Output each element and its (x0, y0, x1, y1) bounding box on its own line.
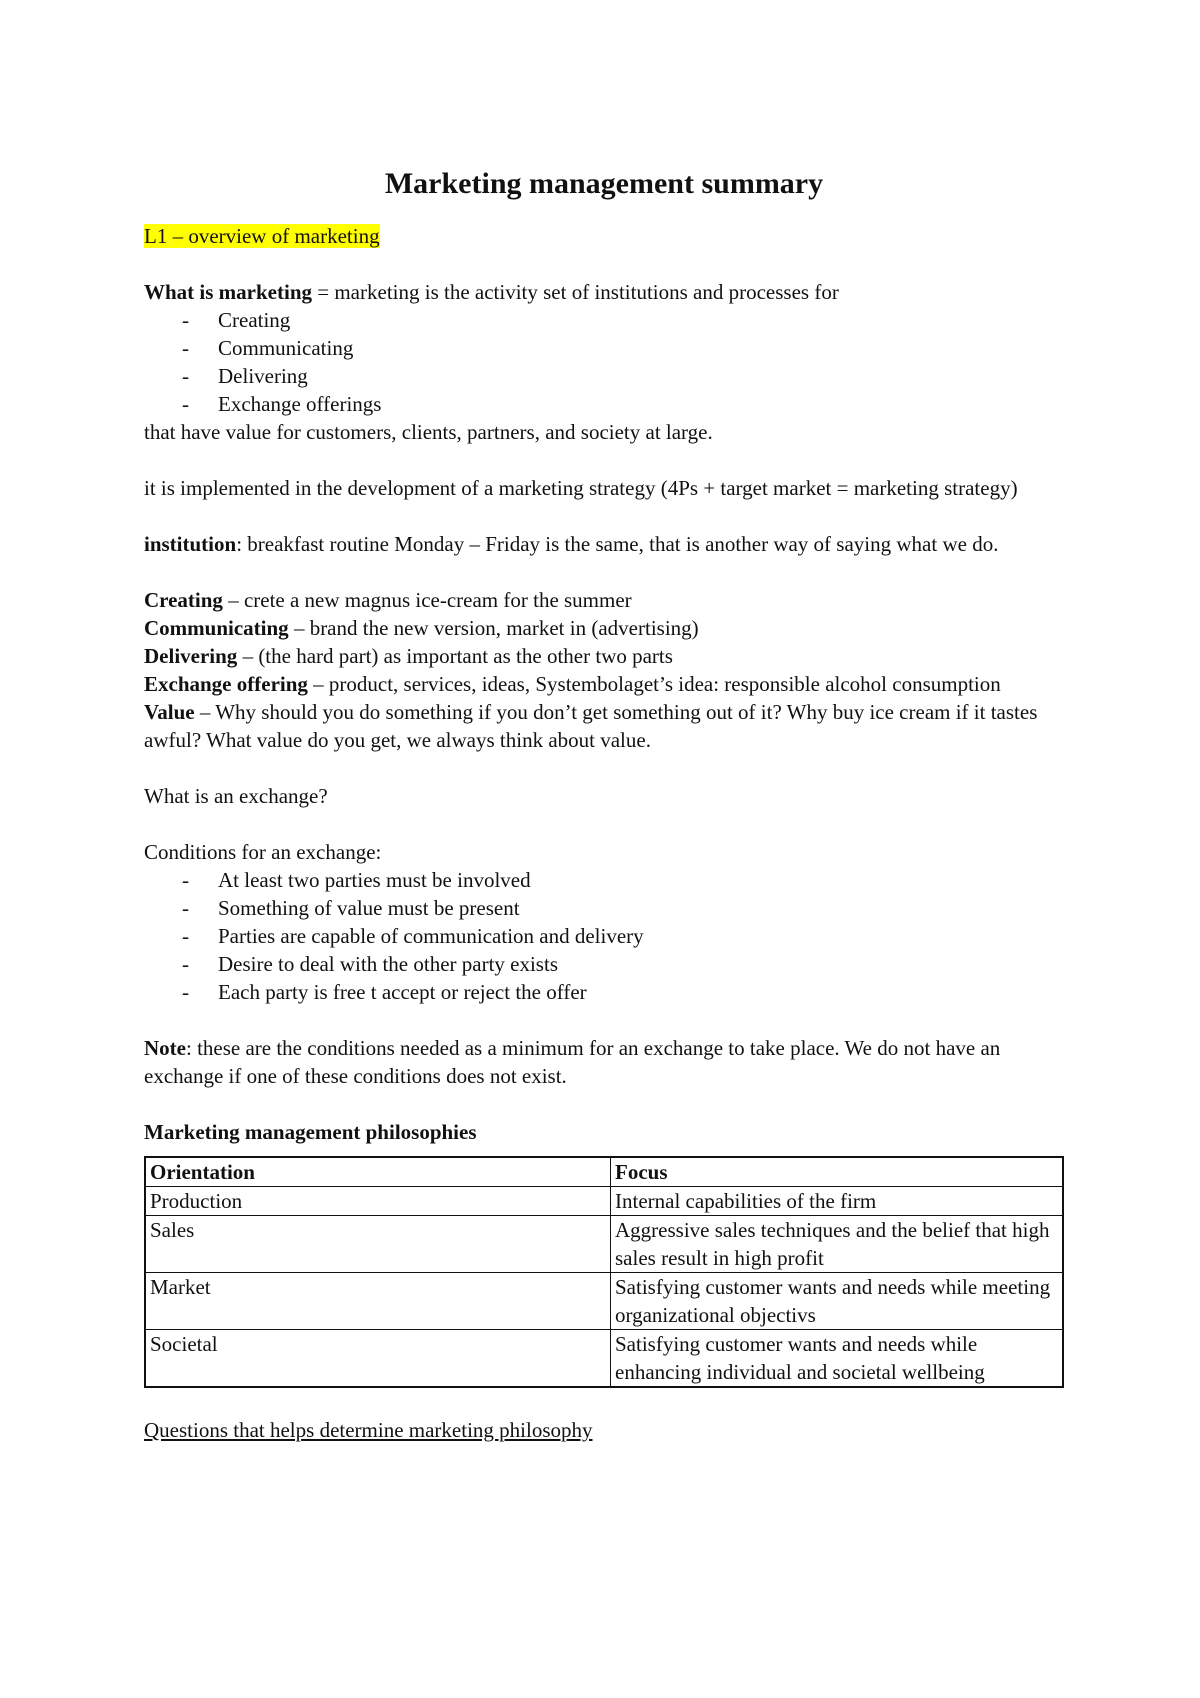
conditions-list (144, 866, 1064, 1006)
definition-paragraph (144, 278, 1064, 306)
page-title: Marketing management summary (384, 167, 824, 200)
table-cell: Internal capabilities of the firm (611, 1187, 1064, 1216)
list-item: - Parties are capable of communication and delivery (144, 922, 1064, 950)
table-cell: Production (145, 1187, 611, 1216)
term-delivering (144, 642, 1064, 670)
table-row (145, 1216, 1063, 1273)
term-value (144, 698, 1064, 754)
table-cell: Satisfying customer wants and needs while meeting organizational objectivs (611, 1273, 1064, 1330)
highlighted-text: L1 – overview of marketing (144, 224, 380, 248)
list-item: - Desire to deal with the other party exists (144, 950, 1064, 978)
spacer (144, 1388, 1064, 1416)
table-row (145, 1273, 1063, 1330)
spacer (144, 502, 1064, 530)
institution-text: : breakfast routine Monday – Friday is the same, that is another way of saying what we do. (236, 532, 999, 556)
spacer (144, 558, 1064, 586)
list-item: - Delivering (144, 362, 1064, 390)
column-header: Orientation (145, 1157, 611, 1187)
term-text: – brand the new version, market in (advertising) (288, 616, 699, 640)
table-cell: Market (145, 1273, 611, 1330)
spacer (144, 1090, 1064, 1118)
spacer (144, 250, 1064, 278)
spacer (144, 754, 1064, 782)
questions-heading-text: Questions that helps determine marketing philosophy (144, 1418, 593, 1442)
table-cell: Aggressive sales techniques and the belief that high sales result in high profit (611, 1216, 1064, 1273)
institution-term: institution (144, 532, 237, 556)
table-cell: Societal (145, 1330, 611, 1388)
term-communicating (144, 614, 1064, 642)
table-row (145, 1187, 1063, 1216)
term-label: Delivering (144, 644, 238, 668)
spacer (144, 1006, 1064, 1034)
note-term: Note (144, 1036, 186, 1060)
philosophies-heading: Marketing management philosophies (144, 1120, 477, 1144)
term-label: Creating (144, 588, 223, 612)
table-header-row (145, 1157, 1063, 1187)
list-item: - At least two parties must be involved (144, 866, 1064, 894)
list-item: - Each party is free t accept or reject the offer (144, 978, 1064, 1006)
note-paragraph (144, 1034, 1064, 1090)
table-cell: Satisfying customer wants and needs while enhancing individual and societal wellbeing (611, 1330, 1064, 1388)
table-cell: Sales (145, 1216, 611, 1273)
column-header: Focus (611, 1157, 1064, 1187)
exchange-question: What is an exchange? (144, 784, 328, 808)
definition-closing: that have value for customers, clients, partners, and society at large. (144, 420, 713, 444)
term-text: – (the hard part) as important as the other two parts (237, 644, 673, 668)
conditions-heading: Conditions for an exchange: (144, 840, 382, 864)
definition-text: = marketing is the activity set of institutions and processes for (312, 280, 839, 304)
philosophies-table (144, 1156, 1064, 1388)
list-item: - Creating (144, 306, 1064, 334)
term-text: – product, services, ideas, Systembolaget’s idea: responsible alcohol consumption (307, 672, 1001, 696)
list-item: - Communicating (144, 334, 1064, 362)
lecture-heading (144, 222, 1064, 250)
term-label: Value (144, 700, 195, 724)
term-creating (144, 586, 1064, 614)
definition-term: What is marketing (144, 280, 312, 304)
table-row (145, 1330, 1063, 1388)
institution-paragraph (144, 530, 1064, 558)
spacer (144, 810, 1064, 838)
term-text: – crete a new magnus ice-cream for the summer (222, 588, 632, 612)
term-exchange-offering (144, 670, 1064, 698)
document-page (144, 164, 1064, 1444)
list-item: - Something of value must be present (144, 894, 1064, 922)
list-item: - Exchange offerings (144, 390, 1064, 418)
term-label: Communicating (144, 616, 289, 640)
term-label: Exchange offering (144, 672, 308, 696)
questions-heading (144, 1416, 1064, 1444)
note-text: : these are the conditions needed as a minimum for an exchange to take place. We do not have an exchange if one of these conditions does not exist. (144, 1036, 1001, 1088)
spacer (144, 446, 1064, 474)
term-text: – Why should you do something if you don’t get something out of it? Why buy ice cream if it tastes awful? What value do you get, we always think about value. (144, 700, 1038, 752)
implemented-paragraph: it is implemented in the development of a marketing strategy (4Ps + target market = marketing strategy) (144, 476, 1018, 500)
definition-list (144, 306, 1064, 418)
